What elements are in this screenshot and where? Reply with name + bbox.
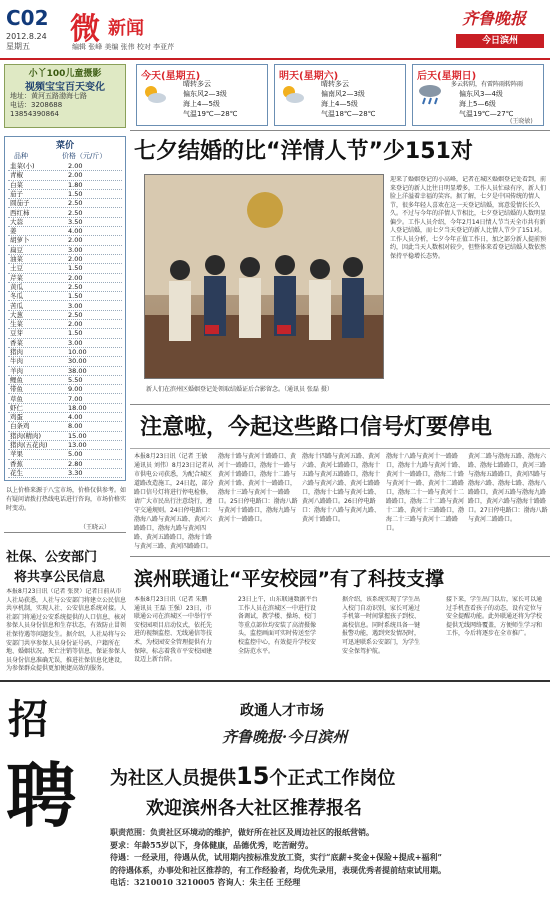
veg-row — [8, 460, 122, 469]
veg-price: 3.50 — [68, 217, 83, 226]
ad-subtitle: 视频宝宝百天变化 — [25, 82, 105, 93]
veg-row — [8, 181, 122, 190]
recruit-title: 政通人才市场 — [240, 703, 324, 719]
veg-name: 花生 — [10, 468, 23, 477]
weather-line: 偏南风2—3级 — [321, 90, 365, 98]
issue-date — [6, 32, 47, 52]
veg-row — [8, 274, 122, 283]
recruit-brand: 齐鲁晚报·今日滨州 — [222, 728, 348, 746]
veg-name: 猪肉 — [10, 348, 23, 356]
veg-name: 芹菜 — [10, 273, 23, 282]
veg-name: 鲤鱼 — [10, 375, 23, 384]
veg-price: 2.00 — [68, 320, 83, 329]
veg-price: 3.30 — [68, 468, 83, 477]
veg-name: 大葱 — [10, 310, 23, 319]
veg-name: 胡萝卜 — [10, 236, 30, 245]
veg-name: 西红柿 — [10, 208, 30, 217]
veg-row — [8, 246, 122, 255]
section-logo-mark: 微 — [70, 12, 98, 47]
veg-row — [8, 469, 122, 478]
recruit-char-pin: 聘 — [6, 754, 76, 837]
divider — [130, 404, 550, 405]
column-header: 价格（元/斤） — [62, 152, 107, 160]
weather-line: 偏东风2—3级 — [183, 90, 227, 98]
veg-row — [8, 432, 122, 441]
veg-name: 韭菜(小) — [10, 162, 35, 170]
veg-row — [8, 236, 122, 245]
veg-row — [8, 422, 122, 431]
veg-row — [8, 441, 122, 450]
weather-credit: (王晓敏) — [510, 118, 533, 125]
veg-name: 生菜 — [10, 320, 23, 329]
veg-price: 2.80 — [68, 459, 83, 468]
ad-line: 13854390864 — [10, 110, 59, 118]
veg-price: 9.00 — [68, 385, 83, 394]
weather-line: 晴转多云 — [321, 80, 349, 88]
veg-row — [8, 395, 122, 404]
veg-price: 10.00 — [68, 348, 87, 356]
story2-column: 渤海十四路与黄河五路、黄河六路、黄河七路路口，渤海十五路与黄河五路路口，渤海十六路与黄河六路、黄河七路路口，渤海十七路与黄河七路、黄河八路路口。26日停电路口：渤海十八路与黄河九路、黄河十路路口。 — [302, 453, 381, 523]
veg-price: 3.00 — [68, 301, 83, 310]
headline-safe-campus: 滨州联通让“平安校园”有了科技支撑 — [134, 568, 444, 590]
veg-row — [8, 329, 122, 338]
masthead-rule — [0, 58, 550, 60]
veg-row — [8, 367, 122, 376]
recruit-headline — [110, 762, 395, 790]
veg-row — [8, 385, 122, 394]
veg-name: 白菜 — [10, 180, 23, 189]
detail-line: 电话：3210010 3210005 咨询人：朱主任 王经理 — [110, 877, 301, 888]
veg-row — [8, 255, 122, 264]
story1-right-column: 迎来了婚姻登记的小高峰，记者在城区婚姻登记处看到，前来登记的新人比往日明显增多，工作人员忙碌有序，新人们脸上洋溢着幸福的笑容。据了解，七夕是中国传统的情人节，很多年轻人喜欢在这一天登记结婚，寓意爱情长长久久。不过与今年的洋情人节相比，七夕登记结婚的人数明显偏少。工作人员介绍，今年2月14日情人节当天全市共有新人登记结婚，而七夕当天登记的新人比情人节少了151对。工作人员分析，七夕今年正值工作日，加之部分新人提前预约，因此当天人数相对较少，但整体来看登记结婚人数依然保持平稳增长态势。 — [390, 176, 546, 260]
veg-row — [8, 190, 122, 199]
veg-name: 冬瓜 — [10, 292, 23, 301]
veg-name: 姜 — [10, 227, 17, 236]
side-headline-1: 社保、公安部门 — [6, 550, 98, 565]
veg-row — [8, 348, 122, 357]
veg-price: 2.00 — [68, 171, 83, 180]
veg-row — [8, 413, 122, 422]
veg-price: 13.00 — [68, 441, 87, 449]
couples-illustration — [145, 175, 384, 379]
veg-price: 1.50 — [68, 264, 83, 273]
veg-price: 4.00 — [68, 227, 83, 236]
recruit-details — [110, 826, 546, 889]
veg-price: 7.00 — [68, 394, 83, 403]
ad-line: 地址：黄河五路渤海七路 — [10, 92, 87, 100]
veg-row — [8, 283, 122, 292]
veg-row — [8, 311, 122, 320]
section-logo-text: 新闻 — [108, 18, 144, 39]
detail-line: 职责范围：负责社区环境动的维护，做好所在社区及周边社区的报纸营销。 — [110, 827, 374, 837]
brand-logo: 齐鲁晚报 — [462, 9, 527, 28]
headline-signal-lights: 注意啦，今起这些路口信号灯要停电 — [140, 415, 493, 440]
veg-row — [8, 404, 122, 413]
headline-part: 个正式工作岗位 — [269, 768, 396, 789]
detail-line: 要求：年龄55岁以下，身体健康，品德优秀，吃苦耐劳。 — [110, 839, 314, 850]
weekday-text: 星期五 — [6, 42, 30, 51]
veg-price: 1.50 — [68, 189, 83, 198]
date-text: 2012.8.24 — [6, 32, 47, 41]
veg-price: 2.00 — [68, 162, 83, 170]
ad-title: 小丫100儿童摄影 — [28, 69, 102, 79]
veg-row — [8, 376, 122, 385]
headline-part: 为社区人员提供 — [110, 768, 236, 789]
veg-price: 2.50 — [68, 208, 83, 217]
veg-name: 圆茄子 — [10, 199, 30, 208]
veg-name: 苦瓜 — [10, 301, 23, 310]
veg-price: 5.00 — [68, 450, 83, 459]
headline-qixi: 七夕结婚的比“洋情人节”少151对 — [134, 139, 473, 164]
veg-name: 牛肉 — [10, 357, 23, 366]
veg-name: 苹果 — [10, 450, 23, 459]
veg-price: 18.00 — [68, 403, 87, 412]
veg-name: 油菜 — [10, 255, 23, 263]
veg-name: 土豆 — [10, 264, 23, 273]
photo-caption: 新人们在滨州区婚姻登记处领取结婚证后合影留念。（通讯员 张磊 摄） — [146, 386, 333, 393]
editor-credits: 编辑 张峰 美编 张伟 校对 李亚芹 — [72, 43, 175, 51]
veg-row — [8, 209, 122, 218]
detail-line: 的待遇体系，办事处和社区推荐的，有工作经验者，均优先录用，表现优秀者提前结束试用期。 — [110, 864, 446, 875]
veg-row — [8, 302, 122, 311]
divider — [130, 130, 550, 131]
weather-line: 气温19℃—27℃ — [459, 110, 514, 118]
ad-line: 电话：3208688 — [10, 101, 63, 109]
rain-icon — [417, 83, 443, 105]
weather-day: 今天(星期五) — [141, 71, 201, 82]
story2-column: 黄河二路与渤海五路、渤海六路、渤海七路路口，黄河三路与渤海五路路口，黄河四路与渤海六路、渤海七路、渤海八路路口，黄河五路与渤海九路路口，黄河六路与渤海十路路口。27日停电路口：渤海八路与黄河二路路口。 — [468, 453, 548, 523]
veg-row — [8, 218, 122, 227]
veg-name: 带鱼 — [10, 385, 23, 394]
recruit-char-zhao: 招 — [8, 696, 48, 743]
weather-tomorrow — [274, 64, 406, 126]
veg-price: 1.50 — [68, 329, 83, 338]
veg-source: （王晓云） — [80, 524, 111, 531]
wedding-photo — [144, 174, 384, 379]
sun-cloud-icon — [279, 83, 305, 105]
veg-name: 香蕉 — [10, 459, 23, 468]
veg-price: 3.00 — [68, 245, 83, 254]
weather-line: 海上4—5级 — [183, 100, 220, 108]
veg-name: 虾仁 — [10, 403, 23, 412]
veg-row — [8, 320, 122, 329]
veg-row — [8, 357, 122, 366]
veg-name: 白条鸡 — [10, 422, 30, 431]
weather-line: 多云转阴，有雷阵雨转阵雨 — [451, 81, 524, 88]
divider — [130, 556, 550, 557]
veg-price: 4.00 — [68, 413, 83, 422]
weather-day: 后天(星期日) — [417, 71, 477, 82]
story2-column: 本报8月23日讯（记者 王敏 通讯员 刘伟）8月23日记者从市供电公司获悉，为配合城区道路改造施工，24日起，部分路口信号灯将进行停电检修，请广大市民出行注意绕行，遵守交通规则。24日停电路口：渤海八路与黄河五路、黄河六路路口，渤海九路与黄河四路、黄河五路路口，渤海十路与黄河三路、黄河四路路口。 — [134, 453, 214, 550]
veg-price: 2.50 — [68, 199, 83, 208]
weather-line: 偏东风3—4级 — [459, 90, 503, 98]
veg-price: 2.00 — [68, 255, 83, 263]
veg-price: 1.80 — [68, 180, 83, 189]
veg-row — [8, 171, 122, 180]
weather-line: 海上5—6级 — [459, 100, 496, 108]
weather-line: 气温18℃—28℃ — [321, 110, 376, 118]
story2-column: 渤海十路与黄河十路路口、黄河十一路路口，渤海十一路与黄河十路路口，渤海十二路与黄河十路、黄河十一路路口，渤海十三路与黄河十一路路口。25日停电路口：渤海八路与黄河十路路口，渤海九路与黄河十一路路口。 — [218, 453, 298, 523]
veg-name: 猪肉(精肉) — [10, 431, 42, 440]
detail-line: 待遇：一经录用，待遇从优，试用期内按标准发放工资，实行“底薪+奖金+保险+提成+福利” — [110, 852, 443, 863]
veg-name: 茄子 — [10, 189, 23, 198]
weather-line: 海上4—5级 — [321, 100, 358, 108]
veg-name: 青椒 — [10, 171, 23, 180]
sun-cloud-icon — [141, 83, 167, 105]
veg-price: 38.00 — [68, 366, 87, 375]
veg-price: 2.00 — [68, 273, 83, 282]
veg-name: 羊肉 — [10, 366, 23, 375]
side-story-body: 本报8月23日讯（记者 张贤）记者日前从市人社局获悉，人社与公安部门将建立公民信息共享机制，实现人社、公安信息系统对接。人社部门将通过公安系统提供的人口信息，核对参保人员身份信息和生存状态，有效防止冒领社保待遇等问题发生。据介绍，人社局将与公安部门共享参保人员身份证号码、户籍所在地、婚姻状况、死亡注销等信息，保证参保人员身份信息准确无误，推进社保信息化建设，为参保群众提供更加便捷高效的服务。 — [6, 588, 126, 673]
weather-line: 晴转多云 — [183, 80, 211, 88]
divider — [130, 448, 550, 449]
recruit-subhead: 欢迎滨州各大社区推荐报名 — [146, 798, 362, 819]
veg-table-title: 菜价 — [55, 141, 74, 151]
side-headline-2: 将共享公民信息 — [14, 570, 106, 585]
veg-name: 黄瓜 — [10, 282, 23, 291]
veg-name: 豆芽 — [10, 329, 23, 338]
divider — [4, 532, 126, 533]
veg-price: 15.00 — [68, 431, 87, 440]
edition-badge: 今日滨州 — [456, 34, 544, 48]
veg-row — [8, 162, 122, 171]
veg-row — [8, 264, 122, 273]
column-header: 品种 — [14, 152, 28, 160]
veg-price: 1.50 — [68, 292, 83, 301]
veg-price: 2.00 — [68, 236, 83, 245]
story3-column: 本报8月23日讯（记者 朱鹏 通讯员 王磊 王强）23日，市联通公司在滨城区一中举行平安校园项目启动仪式，依托先进的视频监控、无线通信等技术，为校园安全管理提供有力保障，标志着我市平安校园建设迈上新台阶。 — [134, 596, 213, 664]
veg-name: 香菜 — [10, 338, 23, 347]
veg-row — [8, 450, 122, 459]
veg-note: 以上价格来源于八宝市场，价格仅供参考。如有疑问请拨打热线电话进行咨询，市场价格实时变动。 — [6, 487, 126, 512]
veg-price: 8.00 — [68, 422, 83, 431]
veg-name: 大蒜 — [10, 217, 23, 226]
veg-row — [8, 199, 122, 208]
story3-column: 23日上午，山东联通数据平台工作人员在滨城区一中进行设备调试，教学楼、操场、校门等重点部位均安装了高清摄像头，监控画面可实时传送至学校监控中心，有效提升学校安全防范水平。 — [238, 596, 318, 655]
veg-name: 猪肉(五花肉) — [10, 441, 48, 449]
weather-day: 明天(星期六) — [279, 71, 339, 82]
story2-column: 渤海十八路与黄河十一路路口，渤海十九路与黄河十路、黄河十一路路口，渤海二十路与黄河十一路、黄河十二路路口，渤海二十一路与黄河十二路路口，渤海二十二路与黄河十二路、黄河十三路路口，渤海二十三路与黄河十二路路口。 — [386, 453, 465, 532]
veg-row — [8, 292, 122, 301]
veg-price: 30.00 — [68, 357, 87, 366]
weather-line: 气温19℃—28℃ — [183, 110, 238, 118]
veg-price: 5.50 — [68, 375, 83, 384]
veg-price: 2.50 — [68, 310, 83, 319]
story3-column: 接下来，学生出门以后，家长可以通过手机查看孩子的动态，设有定位与安全提醒功能。此外联通还将为学校提供无线网络覆盖，方便师生学习和工作，今后将逐步在全市推广。 — [446, 596, 543, 638]
veg-name: 扁豆 — [10, 245, 23, 254]
veg-price: 3.00 — [68, 338, 83, 347]
story3-column: 据介绍，该系统实现了学生出入校门自动识别，家长可通过手机第一时间掌握孩子到校、离校信息。同时系统具备一键报警功能，遇到突发情况时，可迅速联系公安部门，为学生安全保驾护航。 — [342, 596, 421, 655]
ad-contact — [10, 92, 122, 119]
veg-price: 2.50 — [68, 282, 83, 291]
page-number: C02 — [6, 6, 49, 30]
veg-name: 草鱼 — [10, 394, 23, 403]
headline-number: 15 — [236, 762, 270, 790]
veg-name: 鸡蛋 — [10, 413, 23, 422]
veg-row — [8, 227, 122, 236]
weather-today — [136, 64, 268, 126]
veg-row — [8, 339, 122, 348]
